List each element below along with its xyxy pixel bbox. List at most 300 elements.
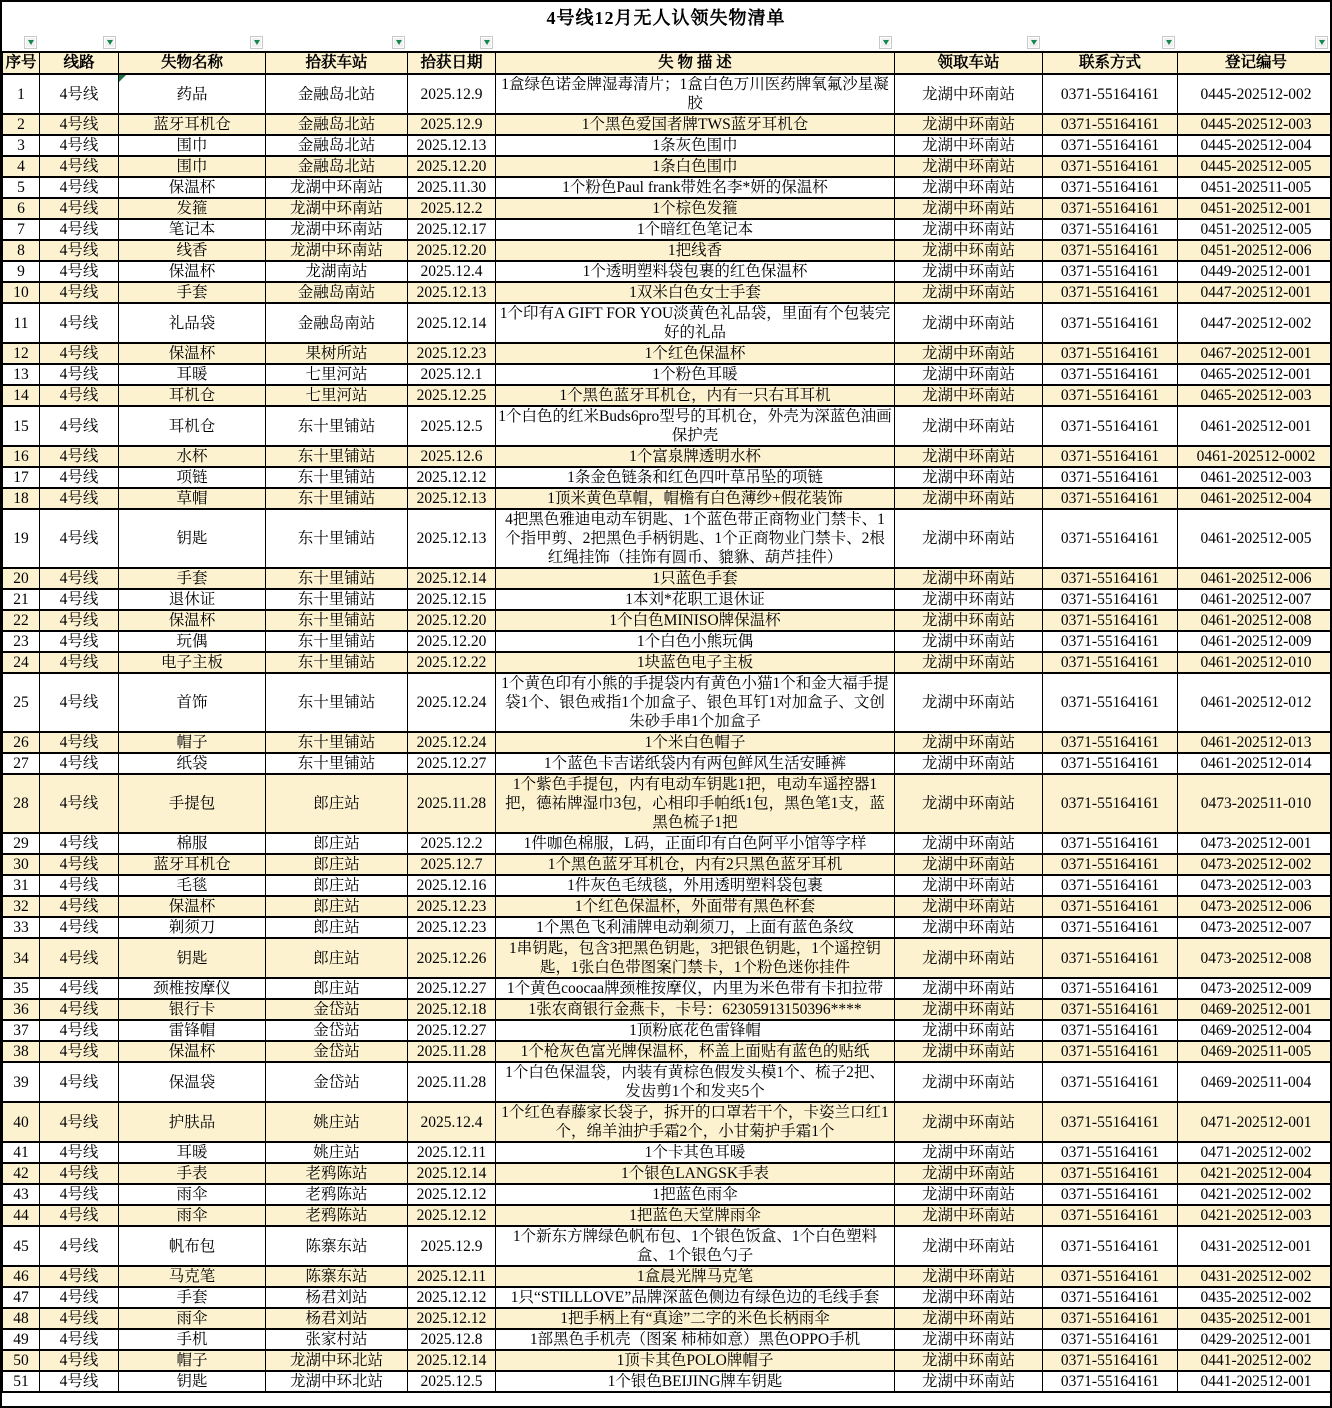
cell-item-name[interactable]: 钥匙 (119, 509, 266, 568)
cell-pickup-station[interactable]: 龙湖中环南站 (895, 1020, 1043, 1041)
cell-seq[interactable]: 28 (3, 774, 40, 833)
cell-item-name[interactable]: 纸袋 (119, 753, 266, 774)
cell-pickup-station[interactable]: 龙湖中环南站 (895, 589, 1043, 610)
cell-description[interactable]: 1个白色MINISO牌保温杯 (496, 610, 895, 631)
cell-found-date[interactable]: 2025.12.26 (408, 938, 496, 978)
cell-contact[interactable]: 0371-55164161 (1043, 917, 1178, 938)
cell-seq[interactable]: 44 (3, 1205, 40, 1226)
cell-line[interactable]: 4号线 (40, 1205, 119, 1226)
cell-contact[interactable]: 0371-55164161 (1043, 343, 1178, 364)
cell-description[interactable]: 1个富泉牌透明水杯 (496, 446, 895, 467)
cell-contact[interactable]: 0371-55164161 (1043, 198, 1178, 219)
cell-pickup-station[interactable]: 龙湖中环南站 (895, 488, 1043, 509)
cell-item-name[interactable]: 退休证 (119, 589, 266, 610)
cell-item-name[interactable]: 帽子 (119, 1350, 266, 1371)
cell-seq[interactable]: 51 (3, 1371, 40, 1392)
cell-reg-no[interactable]: 0451-202511-005 (1178, 177, 1332, 198)
cell-pickup-station[interactable]: 龙湖中环南站 (895, 896, 1043, 917)
cell-seq[interactable]: 26 (3, 732, 40, 753)
cell-reg-no[interactable]: 0445-202512-004 (1178, 135, 1332, 156)
cell-found-date[interactable]: 2025.12.14 (408, 1350, 496, 1371)
filter-dropdown-icon[interactable] (1027, 36, 1040, 49)
cell-reg-no[interactable]: 0445-202512-003 (1178, 114, 1332, 135)
cell-found-date[interactable]: 2025.11.28 (408, 1062, 496, 1102)
cell-found-date[interactable]: 2025.12.24 (408, 673, 496, 732)
cell-description[interactable]: 1个白色小熊玩偶 (496, 631, 895, 652)
cell-pickup-station[interactable]: 龙湖中环南站 (895, 854, 1043, 875)
cell-line[interactable]: 4号线 (40, 568, 119, 589)
cell-line[interactable]: 4号线 (40, 732, 119, 753)
cell-found-date[interactable]: 2025.12.5 (408, 1371, 496, 1392)
cell-item-name[interactable]: 雨伞 (119, 1184, 266, 1205)
cell-pickup-station[interactable]: 龙湖中环南站 (895, 240, 1043, 261)
cell-line[interactable]: 4号线 (40, 1287, 119, 1308)
cell-found-date[interactable]: 2025.12.17 (408, 219, 496, 240)
cell-description[interactable]: 1个棕色发箍 (496, 198, 895, 219)
cell-contact[interactable]: 0371-55164161 (1043, 488, 1178, 509)
cell-pickup-station[interactable]: 龙湖中环南站 (895, 610, 1043, 631)
cell-reg-no[interactable]: 0465-202512-001 (1178, 364, 1332, 385)
cell-seq[interactable]: 35 (3, 978, 40, 999)
cell-found-date[interactable]: 2025.12.13 (408, 488, 496, 509)
cell-pickup-station[interactable]: 龙湖中环南站 (895, 385, 1043, 406)
cell-description[interactable]: 1串钥匙，包含3把黑色钥匙，3把银色钥匙，1个遥控钥匙，1张白色带图案门禁卡，1个粉色迷你挂件 (496, 938, 895, 978)
cell-reg-no[interactable]: 0473-202512-002 (1178, 854, 1332, 875)
cell-item-name[interactable]: 钥匙 (119, 1371, 266, 1392)
cell-reg-no[interactable]: 0461-202512-005 (1178, 509, 1332, 568)
cell-found-station[interactable]: 东十里铺站 (266, 753, 408, 774)
cell-reg-no[interactable]: 0447-202512-002 (1178, 303, 1332, 343)
cell-found-station[interactable]: 龙湖南站 (266, 261, 408, 282)
cell-reg-no[interactable]: 0429-202512-001 (1178, 1329, 1332, 1350)
cell-item-name[interactable]: 保温杯 (119, 177, 266, 198)
cell-line[interactable]: 4号线 (40, 1184, 119, 1205)
cell-found-date[interactable]: 2025.12.27 (408, 753, 496, 774)
cell-found-station[interactable]: 张家村站 (266, 1329, 408, 1350)
cell-seq[interactable]: 20 (3, 568, 40, 589)
cell-description[interactable]: 1个卡其色耳暖 (496, 1142, 895, 1163)
cell-contact[interactable]: 0371-55164161 (1043, 1062, 1178, 1102)
cell-item-name[interactable]: 棉服 (119, 833, 266, 854)
cell-contact[interactable]: 0371-55164161 (1043, 1102, 1178, 1142)
cell-seq[interactable]: 45 (3, 1226, 40, 1266)
filter-dropdown-icon[interactable] (1162, 36, 1175, 49)
cell-seq[interactable]: 30 (3, 854, 40, 875)
cell-line[interactable]: 4号线 (40, 1329, 119, 1350)
cell-reg-no[interactable]: 0421-202512-003 (1178, 1205, 1332, 1226)
cell-seq[interactable]: 25 (3, 673, 40, 732)
cell-item-name[interactable]: 保温杯 (119, 1041, 266, 1062)
cell-item-name[interactable]: 帆布包 (119, 1226, 266, 1266)
cell-seq[interactable]: 50 (3, 1350, 40, 1371)
cell-seq[interactable]: 14 (3, 385, 40, 406)
cell-item-name[interactable]: 雷锋帽 (119, 1020, 266, 1041)
cell-reg-no[interactable]: 0461-202512-009 (1178, 631, 1332, 652)
column-header-found-date[interactable]: 拾获日期 (408, 52, 496, 74)
cell-reg-no[interactable]: 0469-202512-001 (1178, 999, 1332, 1020)
cell-seq[interactable]: 46 (3, 1266, 40, 1287)
cell-description[interactable]: 1个黑色飞利浦牌电动剃须刀，上面有蓝色条纹 (496, 917, 895, 938)
cell-contact[interactable]: 0371-55164161 (1043, 732, 1178, 753)
cell-description[interactable]: 1个红色保温杯，外面带有黑色杯套 (496, 896, 895, 917)
cell-seq[interactable]: 43 (3, 1184, 40, 1205)
cell-contact[interactable]: 0371-55164161 (1043, 74, 1178, 114)
cell-found-date[interactable]: 2025.12.12 (408, 1308, 496, 1329)
cell-line[interactable]: 4号线 (40, 1020, 119, 1041)
column-header-found-station[interactable]: 拾获车站 (266, 52, 408, 74)
cell-reg-no[interactable]: 0473-202512-008 (1178, 938, 1332, 978)
cell-description[interactable]: 1只“STILLLOVE”品牌深蓝色侧边有绿色边的毛线手套 (496, 1287, 895, 1308)
cell-seq[interactable]: 49 (3, 1329, 40, 1350)
cell-found-date[interactable]: 2025.12.14 (408, 1163, 496, 1184)
cell-seq[interactable]: 40 (3, 1102, 40, 1142)
cell-description[interactable]: 1个新东方牌绿色帆布包、1个银色饭盒、1个白色塑料盒、1个银色勺子 (496, 1226, 895, 1266)
cell-found-date[interactable]: 2025.12.13 (408, 282, 496, 303)
cell-description[interactable]: 1条金色链条和红色四叶草吊坠的项链 (496, 467, 895, 488)
cell-contact[interactable]: 0371-55164161 (1043, 1041, 1178, 1062)
cell-contact[interactable]: 0371-55164161 (1043, 854, 1178, 875)
cell-found-date[interactable]: 2025.12.4 (408, 261, 496, 282)
cell-description[interactable]: 1顶卡其色POLO牌帽子 (496, 1350, 895, 1371)
cell-item-name[interactable]: 手套 (119, 1287, 266, 1308)
cell-contact[interactable]: 0371-55164161 (1043, 610, 1178, 631)
cell-found-station[interactable]: 郎庄站 (266, 875, 408, 896)
cell-line[interactable]: 4号线 (40, 198, 119, 219)
cell-found-station[interactable]: 七里河站 (266, 385, 408, 406)
cell-description[interactable]: 1个银色BEIJING牌车钥匙 (496, 1371, 895, 1392)
cell-line[interactable]: 4号线 (40, 446, 119, 467)
cell-found-date[interactable]: 2025.12.13 (408, 135, 496, 156)
cell-pickup-station[interactable]: 龙湖中环南站 (895, 875, 1043, 896)
cell-seq[interactable]: 16 (3, 446, 40, 467)
cell-seq[interactable]: 8 (3, 240, 40, 261)
cell-line[interactable]: 4号线 (40, 467, 119, 488)
cell-seq[interactable]: 31 (3, 875, 40, 896)
cell-pickup-station[interactable]: 龙湖中环南站 (895, 1226, 1043, 1266)
cell-item-name[interactable]: 保温杯 (119, 610, 266, 631)
cell-contact[interactable]: 0371-55164161 (1043, 896, 1178, 917)
cell-reg-no[interactable]: 0461-202512-003 (1178, 467, 1332, 488)
cell-contact[interactable]: 0371-55164161 (1043, 568, 1178, 589)
cell-pickup-station[interactable]: 龙湖中环南站 (895, 364, 1043, 385)
cell-seq[interactable]: 33 (3, 917, 40, 938)
cell-line[interactable]: 4号线 (40, 385, 119, 406)
cell-found-date[interactable]: 2025.12.1 (408, 364, 496, 385)
cell-seq[interactable]: 39 (3, 1062, 40, 1102)
cell-found-date[interactable]: 2025.12.27 (408, 1020, 496, 1041)
cell-reg-no[interactable]: 0451-202512-001 (1178, 198, 1332, 219)
cell-description[interactable]: 1部黑色手机壳（图案 柿柿如意）黑色OPPO手机 (496, 1329, 895, 1350)
cell-reg-no[interactable]: 0445-202512-005 (1178, 156, 1332, 177)
cell-pickup-station[interactable]: 龙湖中环南站 (895, 177, 1043, 198)
cell-reg-no[interactable]: 0473-202512-001 (1178, 833, 1332, 854)
cell-found-date[interactable]: 2025.12.27 (408, 978, 496, 999)
cell-item-name[interactable]: 雨伞 (119, 1308, 266, 1329)
cell-item-name[interactable]: 电子主板 (119, 652, 266, 673)
cell-found-date[interactable]: 2025.12.2 (408, 198, 496, 219)
cell-item-name[interactable]: 玩偶 (119, 631, 266, 652)
cell-reg-no[interactable]: 0461-202512-013 (1178, 732, 1332, 753)
cell-found-station[interactable]: 老鸦陈站 (266, 1184, 408, 1205)
cell-reg-no[interactable]: 0471-202512-001 (1178, 1102, 1332, 1142)
cell-seq[interactable]: 41 (3, 1142, 40, 1163)
cell-line[interactable]: 4号线 (40, 673, 119, 732)
cell-seq[interactable]: 7 (3, 219, 40, 240)
cell-found-station[interactable]: 东十里铺站 (266, 446, 408, 467)
cell-line[interactable]: 4号线 (40, 610, 119, 631)
cell-contact[interactable]: 0371-55164161 (1043, 1308, 1178, 1329)
cell-seq[interactable]: 48 (3, 1308, 40, 1329)
cell-item-name[interactable]: 蓝牙耳机仓 (119, 854, 266, 875)
cell-seq[interactable]: 47 (3, 1287, 40, 1308)
cell-reg-no[interactable]: 0461-202512-004 (1178, 488, 1332, 509)
cell-description[interactable]: 1条灰色围巾 (496, 135, 895, 156)
cell-pickup-station[interactable]: 龙湖中环南站 (895, 1329, 1043, 1350)
cell-contact[interactable]: 0371-55164161 (1043, 774, 1178, 833)
cell-found-station[interactable]: 东十里铺站 (266, 673, 408, 732)
cell-found-station[interactable]: 杨君刘站 (266, 1308, 408, 1329)
cell-item-name[interactable]: 颈椎按摩仪 (119, 978, 266, 999)
cell-pickup-station[interactable]: 龙湖中环南站 (895, 753, 1043, 774)
cell-found-station[interactable]: 郎庄站 (266, 854, 408, 875)
cell-seq[interactable]: 42 (3, 1163, 40, 1184)
cell-description[interactable]: 1盒晨光牌马克笔 (496, 1266, 895, 1287)
cell-found-station[interactable]: 姚庄站 (266, 1142, 408, 1163)
cell-found-station[interactable]: 姚庄站 (266, 1102, 408, 1142)
filter-dropdown-icon[interactable] (1315, 36, 1328, 49)
cell-line[interactable]: 4号线 (40, 343, 119, 364)
cell-description[interactable]: 1顶米黄色草帽，帽檐有白色薄纱+假花装饰 (496, 488, 895, 509)
filter-dropdown-icon[interactable] (879, 36, 892, 49)
cell-description[interactable]: 1个黑色爱国者牌TWS蓝牙耳机仓 (496, 114, 895, 135)
cell-item-name[interactable]: 保温杯 (119, 343, 266, 364)
cell-description[interactable]: 1只蓝色手套 (496, 568, 895, 589)
cell-pickup-station[interactable]: 龙湖中环南站 (895, 156, 1043, 177)
cell-found-date[interactable]: 2025.12.9 (408, 114, 496, 135)
cell-pickup-station[interactable]: 龙湖中环南站 (895, 135, 1043, 156)
cell-pickup-station[interactable]: 龙湖中环南站 (895, 652, 1043, 673)
cell-pickup-station[interactable]: 龙湖中环南站 (895, 1350, 1043, 1371)
cell-description[interactable]: 1个米白色帽子 (496, 732, 895, 753)
cell-line[interactable]: 4号线 (40, 114, 119, 135)
cell-contact[interactable]: 0371-55164161 (1043, 1287, 1178, 1308)
filter-dropdown-icon[interactable] (392, 36, 405, 49)
cell-contact[interactable]: 0371-55164161 (1043, 1163, 1178, 1184)
cell-contact[interactable]: 0371-55164161 (1043, 631, 1178, 652)
cell-found-station[interactable]: 郎庄站 (266, 917, 408, 938)
cell-item-name[interactable]: 草帽 (119, 488, 266, 509)
cell-line[interactable]: 4号线 (40, 1142, 119, 1163)
cell-seq[interactable]: 21 (3, 589, 40, 610)
cell-description[interactable]: 1个黄色coocaa牌颈椎按摩仪，内里为米色带有卡扣拉带 (496, 978, 895, 999)
cell-found-date[interactable]: 2025.12.20 (408, 156, 496, 177)
cell-line[interactable]: 4号线 (40, 1308, 119, 1329)
cell-item-name[interactable]: 保温杯 (119, 261, 266, 282)
cell-contact[interactable]: 0371-55164161 (1043, 1184, 1178, 1205)
cell-found-station[interactable]: 东十里铺站 (266, 610, 408, 631)
cell-contact[interactable]: 0371-55164161 (1043, 406, 1178, 446)
filter-dropdown-icon[interactable] (103, 36, 116, 49)
cell-contact[interactable]: 0371-55164161 (1043, 833, 1178, 854)
cell-reg-no[interactable]: 0461-202512-014 (1178, 753, 1332, 774)
cell-pickup-station[interactable]: 龙湖中环南站 (895, 732, 1043, 753)
cell-description[interactable]: 4把黑色雅迪电动车钥匙、1个蓝色带正商物业门禁卡、1个指甲剪、2把黑色手柄钥匙、1个正商物业门禁卡、2根红绳挂饰（挂饰有圆币、貔貅、葫芦挂件） (496, 509, 895, 568)
cell-contact[interactable]: 0371-55164161 (1043, 240, 1178, 261)
cell-line[interactable]: 4号线 (40, 833, 119, 854)
cell-contact[interactable]: 0371-55164161 (1043, 177, 1178, 198)
cell-line[interactable]: 4号线 (40, 240, 119, 261)
cell-pickup-station[interactable]: 龙湖中环南站 (895, 1287, 1043, 1308)
cell-found-station[interactable]: 东十里铺站 (266, 509, 408, 568)
cell-line[interactable]: 4号线 (40, 1350, 119, 1371)
cell-reg-no[interactable]: 0461-202512-006 (1178, 568, 1332, 589)
cell-pickup-station[interactable]: 龙湖中环南站 (895, 1102, 1043, 1142)
cell-pickup-station[interactable]: 龙湖中环南站 (895, 219, 1043, 240)
cell-found-date[interactable]: 2025.11.28 (408, 1041, 496, 1062)
cell-contact[interactable]: 0371-55164161 (1043, 219, 1178, 240)
cell-pickup-station[interactable]: 龙湖中环南站 (895, 631, 1043, 652)
cell-reg-no[interactable]: 0435-202512-002 (1178, 1287, 1332, 1308)
cell-found-station[interactable]: 金融岛南站 (266, 282, 408, 303)
cell-pickup-station[interactable]: 龙湖中环南站 (895, 1266, 1043, 1287)
cell-found-station[interactable]: 东十里铺站 (266, 406, 408, 446)
cell-found-date[interactable]: 2025.12.8 (408, 1329, 496, 1350)
cell-found-date[interactable]: 2025.12.15 (408, 589, 496, 610)
cell-pickup-station[interactable]: 龙湖中环南站 (895, 978, 1043, 999)
cell-contact[interactable]: 0371-55164161 (1043, 156, 1178, 177)
cell-seq[interactable]: 22 (3, 610, 40, 631)
cell-found-date[interactable]: 2025.12.18 (408, 999, 496, 1020)
cell-contact[interactable]: 0371-55164161 (1043, 135, 1178, 156)
cell-description[interactable]: 1块蓝色电子主板 (496, 652, 895, 673)
cell-description[interactable]: 1个红色春藤家长袋子，拆开的口罩若干个，卡姿兰口红1个，绵羊油护手霜2个，小甘菊护手霜1个 (496, 1102, 895, 1142)
cell-description[interactable]: 1个蓝色卡吉诺纸袋内有两包鲜风生活安睡裤 (496, 753, 895, 774)
cell-found-date[interactable]: 2025.12.12 (408, 467, 496, 488)
cell-found-date[interactable]: 2025.12.7 (408, 854, 496, 875)
cell-line[interactable]: 4号线 (40, 1226, 119, 1266)
cell-found-date[interactable]: 2025.12.12 (408, 1184, 496, 1205)
cell-seq[interactable]: 19 (3, 509, 40, 568)
cell-line[interactable]: 4号线 (40, 875, 119, 896)
cell-description[interactable]: 1个紫色手提包，内有电动车钥匙1把，电动车遥控器1把，德祐牌湿巾3包，心相印手帕纸1包，黑色笔1支，蓝黑色梳子1把 (496, 774, 895, 833)
cell-found-station[interactable]: 金岱站 (266, 1041, 408, 1062)
cell-item-name[interactable]: 线香 (119, 240, 266, 261)
cell-line[interactable]: 4号线 (40, 854, 119, 875)
cell-pickup-station[interactable]: 龙湖中环南站 (895, 1184, 1043, 1205)
column-header-line[interactable]: 线路 (40, 52, 119, 74)
cell-line[interactable]: 4号线 (40, 589, 119, 610)
cell-pickup-station[interactable]: 龙湖中环南站 (895, 673, 1043, 732)
cell-item-name[interactable]: 剃须刀 (119, 917, 266, 938)
cell-reg-no[interactable]: 0471-202512-002 (1178, 1142, 1332, 1163)
cell-item-name[interactable]: 耳机仓 (119, 406, 266, 446)
cell-seq[interactable]: 4 (3, 156, 40, 177)
cell-found-station[interactable]: 东十里铺站 (266, 589, 408, 610)
cell-pickup-station[interactable]: 龙湖中环南站 (895, 999, 1043, 1020)
cell-seq[interactable]: 15 (3, 406, 40, 446)
column-header-pickup-station[interactable]: 领取车站 (895, 52, 1043, 74)
cell-description[interactable]: 1个红色保温杯 (496, 343, 895, 364)
cell-line[interactable]: 4号线 (40, 156, 119, 177)
cell-pickup-station[interactable]: 龙湖中环南站 (895, 303, 1043, 343)
cell-line[interactable]: 4号线 (40, 753, 119, 774)
cell-found-station[interactable]: 郎庄站 (266, 833, 408, 854)
cell-description[interactable]: 1个白色的红米Buds6pro型号的耳机仓，外壳为深蓝色油画保护壳 (496, 406, 895, 446)
cell-contact[interactable]: 0371-55164161 (1043, 385, 1178, 406)
cell-contact[interactable]: 0371-55164161 (1043, 753, 1178, 774)
cell-seq[interactable]: 32 (3, 896, 40, 917)
cell-seq[interactable]: 18 (3, 488, 40, 509)
cell-item-name[interactable]: 耳暖 (119, 1142, 266, 1163)
cell-item-name[interactable]: 围巾 (119, 156, 266, 177)
cell-item-name[interactable]: 保温杯 (119, 896, 266, 917)
cell-pickup-station[interactable]: 龙湖中环南站 (895, 1163, 1043, 1184)
cell-found-date[interactable]: 2025.12.20 (408, 240, 496, 261)
cell-found-date[interactable]: 2025.12.24 (408, 732, 496, 753)
cell-found-station[interactable]: 金岱站 (266, 999, 408, 1020)
cell-reg-no[interactable]: 0445-202512-002 (1178, 74, 1332, 114)
column-header-reg-no[interactable]: 登记编号 (1178, 52, 1332, 74)
cell-pickup-station[interactable]: 龙湖中环南站 (895, 774, 1043, 833)
cell-contact[interactable]: 0371-55164161 (1043, 282, 1178, 303)
cell-description[interactable]: 1把蓝色天堂牌雨伞 (496, 1205, 895, 1226)
cell-contact[interactable]: 0371-55164161 (1043, 467, 1178, 488)
cell-contact[interactable]: 0371-55164161 (1043, 999, 1178, 1020)
cell-reg-no[interactable]: 0461-202512-008 (1178, 610, 1332, 631)
cell-contact[interactable]: 0371-55164161 (1043, 114, 1178, 135)
cell-found-date[interactable]: 2025.12.14 (408, 568, 496, 589)
cell-pickup-station[interactable]: 龙湖中环南站 (895, 1142, 1043, 1163)
cell-reg-no[interactable]: 0461-202512-001 (1178, 406, 1332, 446)
cell-found-station[interactable]: 果树所站 (266, 343, 408, 364)
cell-reg-no[interactable]: 0473-202512-007 (1178, 917, 1332, 938)
cell-line[interactable]: 4号线 (40, 978, 119, 999)
cell-description[interactable]: 1个枪灰色富光牌保温杯，杯盖上面贴有蓝色的贴纸 (496, 1041, 895, 1062)
cell-pickup-station[interactable]: 龙湖中环南站 (895, 509, 1043, 568)
cell-contact[interactable]: 0371-55164161 (1043, 652, 1178, 673)
cell-line[interactable]: 4号线 (40, 488, 119, 509)
cell-found-date[interactable]: 2025.12.13 (408, 509, 496, 568)
cell-found-date[interactable]: 2025.12.2 (408, 833, 496, 854)
cell-description[interactable]: 1个黑色蓝牙耳机仓，内有2只黑色蓝牙耳机 (496, 854, 895, 875)
cell-description[interactable]: 1把手柄上有“真途”二字的米色长柄雨伞 (496, 1308, 895, 1329)
cell-contact[interactable]: 0371-55164161 (1043, 1020, 1178, 1041)
cell-found-station[interactable]: 龙湖中环南站 (266, 177, 408, 198)
cell-found-station[interactable]: 龙湖中环北站 (266, 1350, 408, 1371)
cell-found-date[interactable]: 2025.12.23 (408, 896, 496, 917)
cell-contact[interactable]: 0371-55164161 (1043, 364, 1178, 385)
cell-contact[interactable]: 0371-55164161 (1043, 938, 1178, 978)
cell-line[interactable]: 4号线 (40, 303, 119, 343)
cell-item-name[interactable]: 药品 (119, 74, 266, 114)
cell-found-station[interactable]: 东十里铺站 (266, 568, 408, 589)
cell-contact[interactable]: 0371-55164161 (1043, 303, 1178, 343)
cell-item-name[interactable]: 水杯 (119, 446, 266, 467)
cell-reg-no[interactable]: 0461-202512-012 (1178, 673, 1332, 732)
cell-found-station[interactable]: 金融岛北站 (266, 74, 408, 114)
cell-found-date[interactable]: 2025.12.9 (408, 74, 496, 114)
cell-line[interactable]: 4号线 (40, 406, 119, 446)
cell-reg-no[interactable]: 0473-202512-009 (1178, 978, 1332, 999)
cell-pickup-station[interactable]: 龙湖中环南站 (895, 198, 1043, 219)
cell-item-name[interactable]: 钥匙 (119, 938, 266, 978)
cell-reg-no[interactable]: 0431-202512-002 (1178, 1266, 1332, 1287)
cell-contact[interactable]: 0371-55164161 (1043, 446, 1178, 467)
cell-pickup-station[interactable]: 龙湖中环南站 (895, 467, 1043, 488)
cell-reg-no[interactable]: 0441-202512-001 (1178, 1371, 1332, 1392)
cell-found-date[interactable]: 2025.12.12 (408, 1287, 496, 1308)
cell-contact[interactable]: 0371-55164161 (1043, 509, 1178, 568)
